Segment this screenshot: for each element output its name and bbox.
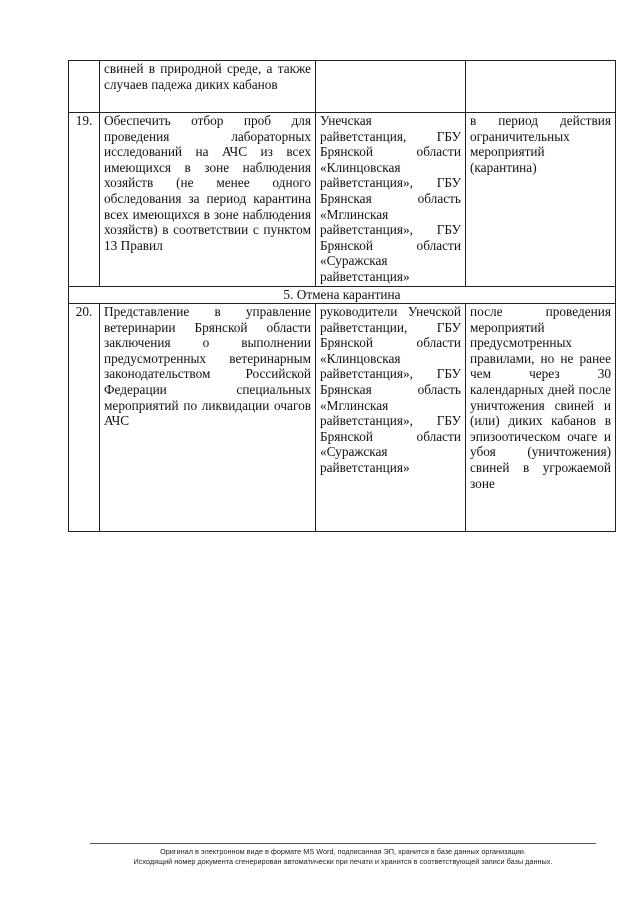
section-heading: 5. Отмена карантина (69, 287, 616, 304)
row-number-cell (69, 61, 100, 113)
measures-table (68, 60, 616, 532)
measure-cell: Обеспечить отбор проб для проведения лабораторных исследований на АЧС из всех имеющихся в зоне наблюдения хозяйств (не менее одного обследования за период карантина всех имеющихся в зоне наблюдения хозяйств) в соответствии с пунктом 13 Правил (100, 113, 316, 287)
row-number-cell: 20. (69, 304, 100, 532)
row-number-cell: 19. (69, 113, 100, 287)
table-row-continued (69, 61, 616, 113)
footer-line-1: Оригинал в электронном виде в формате MS Word, подписанная ЭП, хранится в базе данных организации. (160, 847, 526, 856)
table-row-19 (69, 113, 616, 287)
term-cell (466, 61, 616, 113)
term-cell: в период действия ограничительных мероприятий (карантина) (466, 113, 616, 287)
executor-cell (316, 61, 466, 113)
document-footer (90, 843, 596, 867)
measure-cell: Представление в управление ветеринарии Брянской области заключения о выполнении предусмотренных ветеринарным законодательством Российской Федерации специальных мероприятий по ликвидации очагов АЧС (100, 304, 316, 532)
section-row (69, 287, 616, 304)
executor-cell: Унечская райветстанция, ГБУ Брянской области «Клинцовская райветстанция», ГБУ Брянская область «Мглинская райветстанция», ГБУ Брянской области «Суражская райветстанция» (316, 113, 466, 287)
measure-cell: свиней в природной среде, а также случаев падежа диких кабанов (100, 61, 316, 113)
table-row-20 (69, 304, 616, 532)
footer-line-2: Исходящий номер документа сгенерирован автоматически при печати и хранится в соответствующей записи базы данных. (133, 857, 553, 866)
term-cell: после проведения мероприятий предусмотренных правилами, но не ранее чем через 30 календарных дней после уничтожения свиней и (или) диких кабанов в эпизоотическом очаге и убоя (уничтожения) свиней в угрожаемой зоне (466, 304, 616, 532)
executor-cell: руководители Унечской райветстанции, ГБУ Брянской области «Клинцовская райветстанция», ГБУ Брянская область «Мглинская райветстанция», ГБУ Брянской области «Суражская райветстанция» (316, 304, 466, 532)
